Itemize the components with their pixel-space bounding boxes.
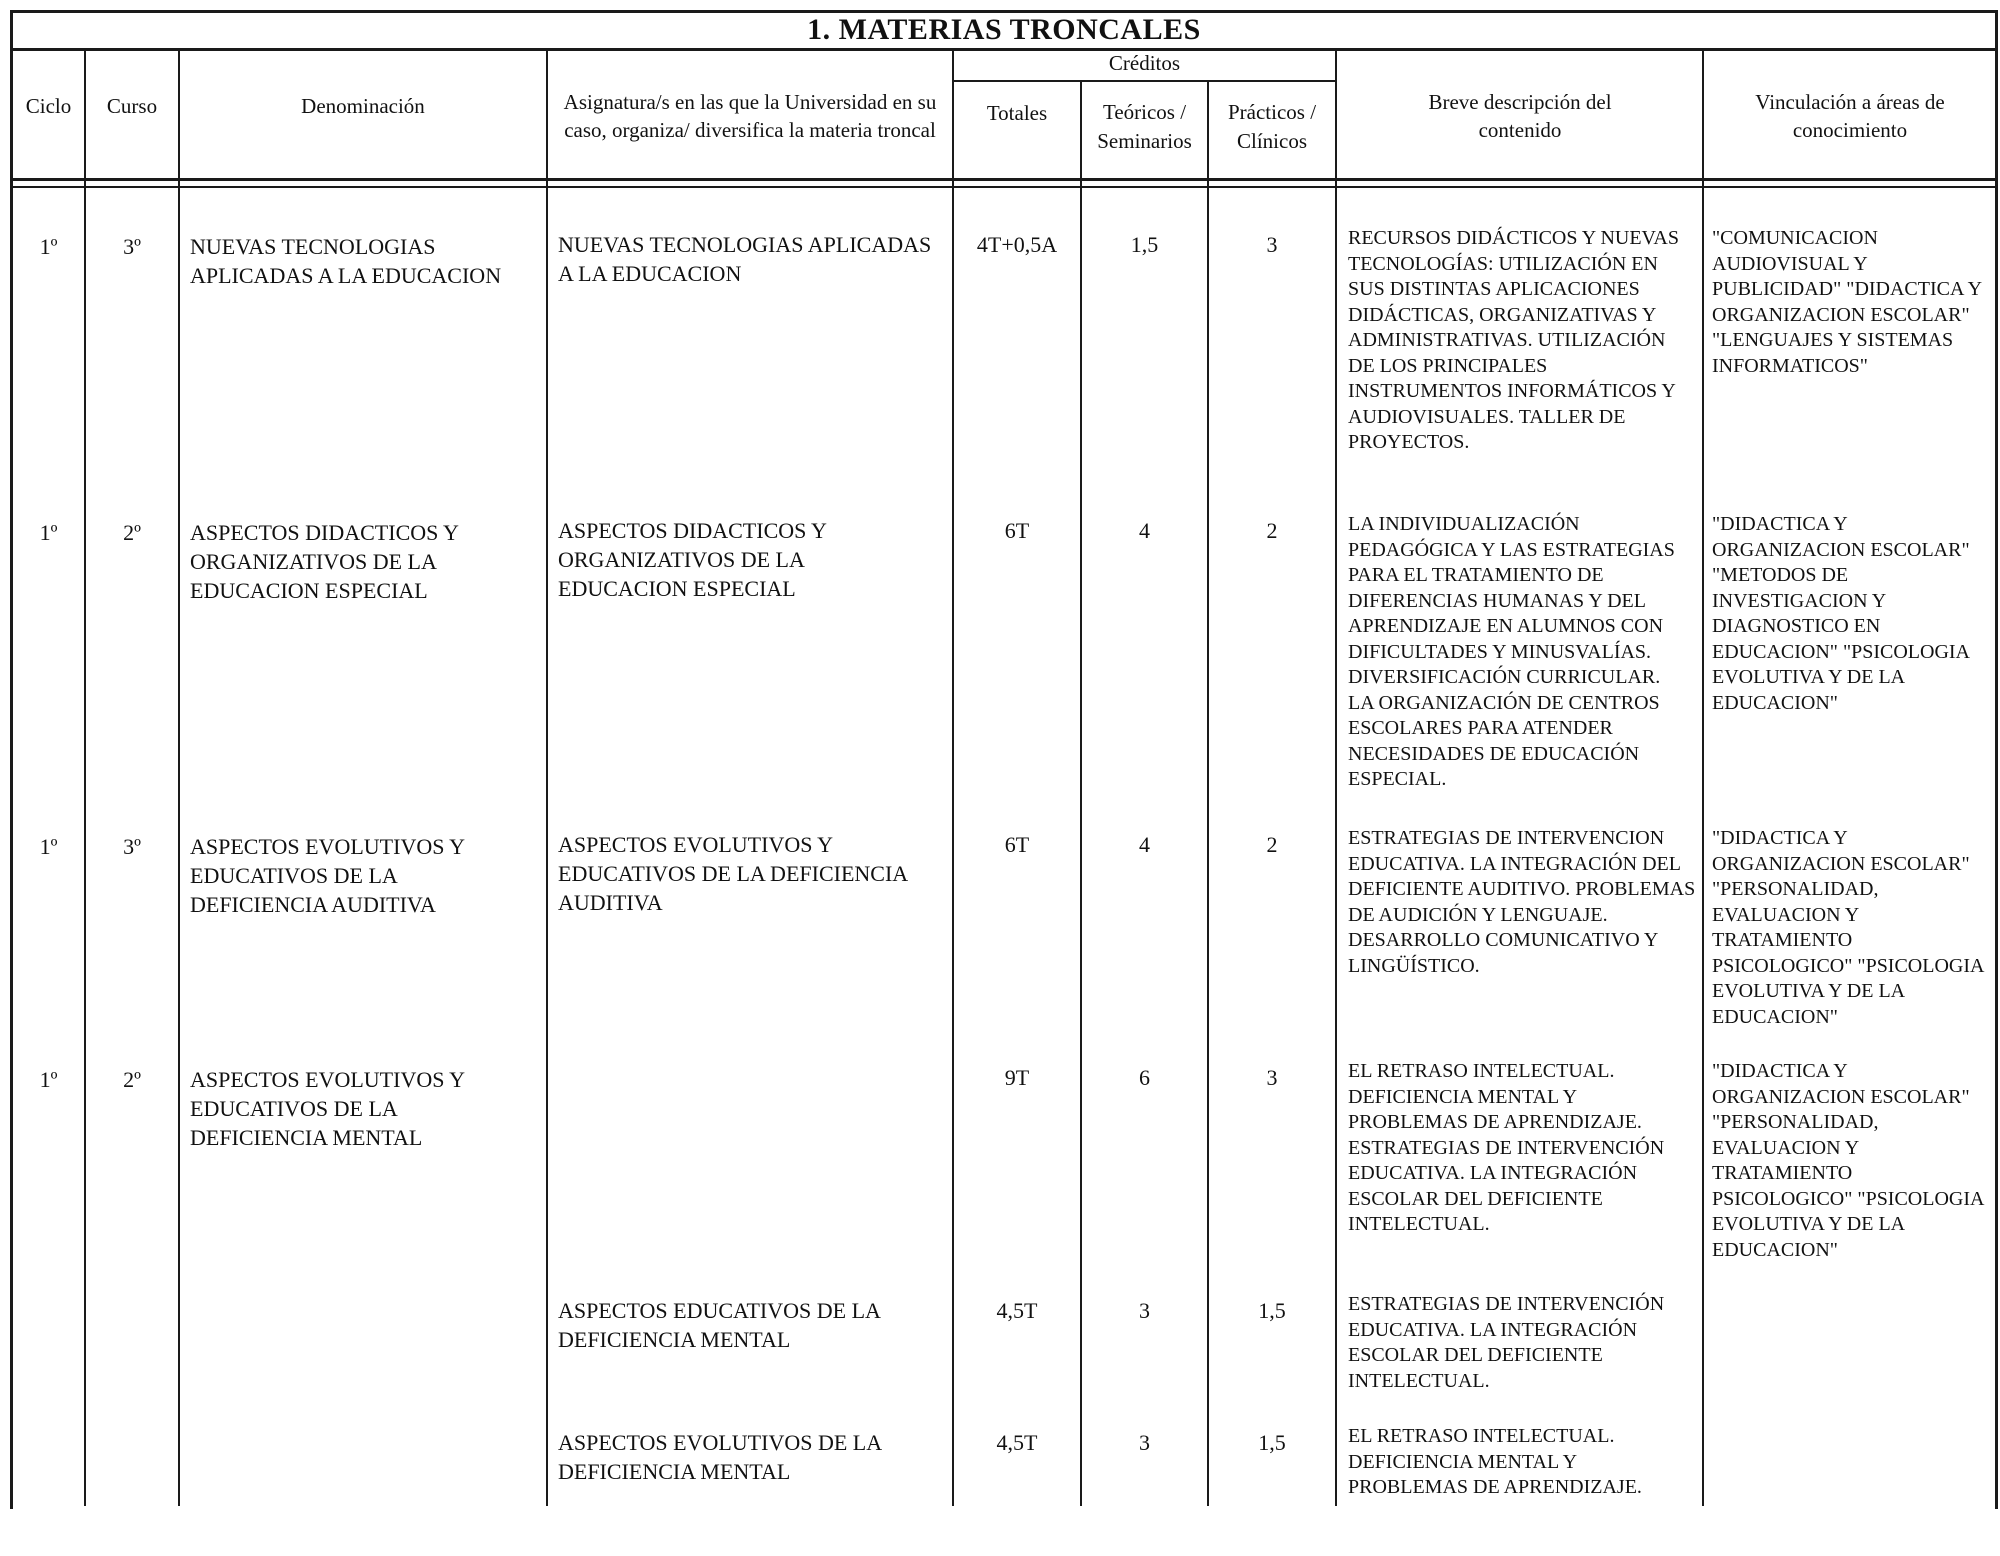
row2-denominacion: ASPECTOS DIDACTICOS Y ORGANIZATIVOS DE LA EDUCACION ESPECIAL bbox=[190, 520, 459, 603]
row6-asignatura: ASPECTOS EVOLUTIVOS DE LA DEFICIENCIA MENTAL bbox=[558, 1430, 881, 1484]
row4-denominacion: ASPECTOS EVOLUTIVOS Y EDUCATIVOS DE LA DEFICIENCIA MENTAL bbox=[190, 1067, 465, 1150]
creditos-rule bbox=[952, 80, 1335, 82]
header-vinculacion: Vinculación a áreas de conocimiento bbox=[1755, 90, 1945, 142]
row1-descripcion: RECURSOS DIDÁCTICOS Y NUEVAS TECNOLOGÍAS: UTILIZACIÓN EN SUS DISTINTAS APLICACIONES DIDÁCTICAS, ORGANIZATIVAS Y ADMINISTRATIVAS. UTILIZACIÓN DE LOS PRINCIPALES INSTRUMENTOS INFORMÁTICOS Y AUDIOVISUALES. TALLER DE PROYECTOS. bbox=[1348, 227, 1679, 453]
row4-curso: 2º bbox=[123, 1067, 141, 1092]
row1-ciclo: 1º bbox=[39, 234, 58, 259]
row5-practicos: 1,5 bbox=[1258, 1298, 1286, 1323]
row1-areas: "COMUNICACION AUDIOVISUAL Y PUBLICIDAD" "DIDACTICA Y ORGANIZACION ESCOLAR" "LENGUAJES Y SISTEMAS INFORMATICOS" bbox=[1712, 227, 1982, 377]
row2-descripcion: LA INDIVIDUALIZACIÓN PEDAGÓGICA Y LAS ESTRATEGIAS PARA EL TRATAMIENTO DE DIFERENCIAS HUMANAS Y DEL APRENDIZAJE EN ALUMNOS CON DIFICULTADES Y MINUSVALÍAS. DIVERSIFICACIÓN CURRICULAR. LA ORGANIZACIÓN DE CENTROS ESCOLARES PARA ATENDER NECESIDADES DE EDUCACIÓN ESPECIAL. bbox=[1348, 513, 1675, 790]
row4-areas: "DIDACTICA Y ORGANIZACION ESCOLAR" "PERSONALIDAD, EVALUACION Y TRATAMIENTO PSICOLOGICO" "PSICOLOGIA EVOLUTIVA Y DE LA EDUCACION" bbox=[1712, 1060, 1984, 1261]
row4-practicos: 3 bbox=[1266, 1065, 1278, 1090]
row3-ciclo: 1º bbox=[39, 834, 58, 859]
row2-teoricos: 4 bbox=[1139, 518, 1150, 543]
row4-ciclo: 1º bbox=[39, 1067, 58, 1092]
col-sep-practicos bbox=[1335, 50, 1337, 1506]
row6-practicos: 1,5 bbox=[1258, 1430, 1286, 1455]
col-sep-descripcion bbox=[1702, 50, 1704, 1506]
row1-denominacion: NUEVAS TECNOLOGIAS APLICADAS A LA EDUCACION bbox=[190, 234, 502, 288]
header-denominacion: Denominación bbox=[301, 94, 425, 118]
header-practicos: Prácticos / Clínicos bbox=[1227, 100, 1317, 153]
row1-curso: 3º bbox=[123, 234, 141, 259]
col-sep-totales bbox=[1080, 82, 1082, 1506]
row3-practicos: 2 bbox=[1266, 832, 1278, 857]
row5-asignatura: ASPECTOS EDUCATIVOS DE LA DEFICIENCIA MENTAL bbox=[558, 1298, 880, 1352]
row3-descripcion: ESTRATEGIAS DE INTERVENCION EDUCATIVA. LA INTEGRACIÓN DEL DEFICIENTE AUDITIVO. PROBLEMAS DE AUDICIÓN Y LENGUAJE. DESARROLLO COMUNICATIVO Y LINGÜÍSTICO. bbox=[1348, 827, 1696, 977]
row2-areas: "DIDACTICA Y ORGANIZACION ESCOLAR" "METODOS DE INVESTIGACION Y DIAGNOSTICO EN EDUCACION" "PSICOLOGIA EVOLUTIVA Y DE LA EDUCACION" bbox=[1712, 513, 1970, 714]
header-curso: Curso bbox=[106, 94, 158, 118]
row3-asignatura: ASPECTOS EVOLUTIVOS Y EDUCATIVOS DE LA DEFICIENCIA AUDITIVA bbox=[558, 832, 907, 915]
row4-teoricos: 6 bbox=[1139, 1065, 1150, 1090]
row3-denominacion: ASPECTOS EVOLUTIVOS Y EDUCATIVOS DE LA DEFICIENCIA AUDITIVA bbox=[190, 834, 465, 917]
header-ciclo: Ciclo bbox=[25, 94, 72, 118]
table-title: 1. MATERIAS TRONCALES bbox=[10, 10, 1998, 51]
row5-descripcion: ESTRATEGIAS DE INTERVENCIÓN EDUCATIVA. LA INTEGRACIÓN ESCOLAR DEL DEFICIENTE INTELECTUAL. bbox=[1348, 1293, 1665, 1392]
row6-totales: 4,5T bbox=[996, 1430, 1038, 1455]
row2-practicos: 2 bbox=[1266, 518, 1278, 543]
col-sep-asignatura bbox=[952, 50, 954, 1506]
row3-areas: "DIDACTICA Y ORGANIZACION ESCOLAR" "PERSONALIDAD, EVALUACION Y TRATAMIENTO PSICOLOGICO" "PSICOLOGIA EVOLUTIVA Y DE LA EDUCACION" bbox=[1712, 827, 1984, 1028]
header-asignaturas: Asignatura/s en las que la Universidad en su caso, organiza/ diversifica la materia troncal bbox=[563, 90, 937, 142]
header-rule-2 bbox=[10, 186, 1998, 188]
row1-practicos: 3 bbox=[1266, 232, 1278, 257]
row1-asignatura: NUEVAS TECNOLOGIAS APLICADAS A LA EDUCACION bbox=[558, 232, 932, 286]
col-sep-ciclo bbox=[84, 50, 86, 1506]
col-sep-curso bbox=[178, 50, 180, 1506]
row4-descripcion: EL RETRASO INTELECTUAL. DEFICIENCIA MENTAL Y PROBLEMAS DE APRENDIZAJE. ESTRATEGIAS DE INTERVENCIÓN EDUCATIVA. LA INTEGRACIÓN ESCOLAR DEL DEFICIENTE INTELECTUAL. bbox=[1348, 1060, 1665, 1235]
col-sep-teoricos bbox=[1207, 82, 1209, 1506]
row2-totales: 6T bbox=[1004, 518, 1030, 543]
row1-teoricos: 1,5 bbox=[1130, 232, 1159, 257]
row2-curso: 2º bbox=[123, 520, 141, 545]
col-sep-denominacion bbox=[546, 50, 548, 1506]
header-rule bbox=[10, 178, 1998, 181]
header-descripcion: Breve descripción del contenido bbox=[1428, 90, 1612, 142]
row6-descripcion: EL RETRASO INTELECTUAL. DEFICIENCIA MENTAL Y PROBLEMAS DE APRENDIZAJE. bbox=[1348, 1425, 1642, 1498]
row1-totales: 4T+0,5A bbox=[976, 232, 1058, 257]
row3-totales: 6T bbox=[1004, 832, 1030, 857]
row4-totales: 9T bbox=[1004, 1065, 1030, 1090]
row5-totales: 4,5T bbox=[996, 1298, 1038, 1323]
header-teoricos: Teóricos / Seminarios bbox=[1097, 100, 1192, 153]
row5-teoricos: 3 bbox=[1139, 1298, 1150, 1323]
header-totales: Totales bbox=[986, 101, 1048, 125]
row3-teoricos: 4 bbox=[1139, 832, 1150, 857]
row6-teoricos: 3 bbox=[1139, 1430, 1150, 1455]
row2-asignatura: ASPECTOS DIDACTICOS Y ORGANIZATIVOS DE LA EDUCACION ESPECIAL bbox=[558, 518, 827, 601]
header-creditos: Créditos bbox=[1108, 51, 1181, 75]
row3-curso: 3º bbox=[123, 834, 141, 859]
row2-ciclo: 1º bbox=[39, 520, 58, 545]
